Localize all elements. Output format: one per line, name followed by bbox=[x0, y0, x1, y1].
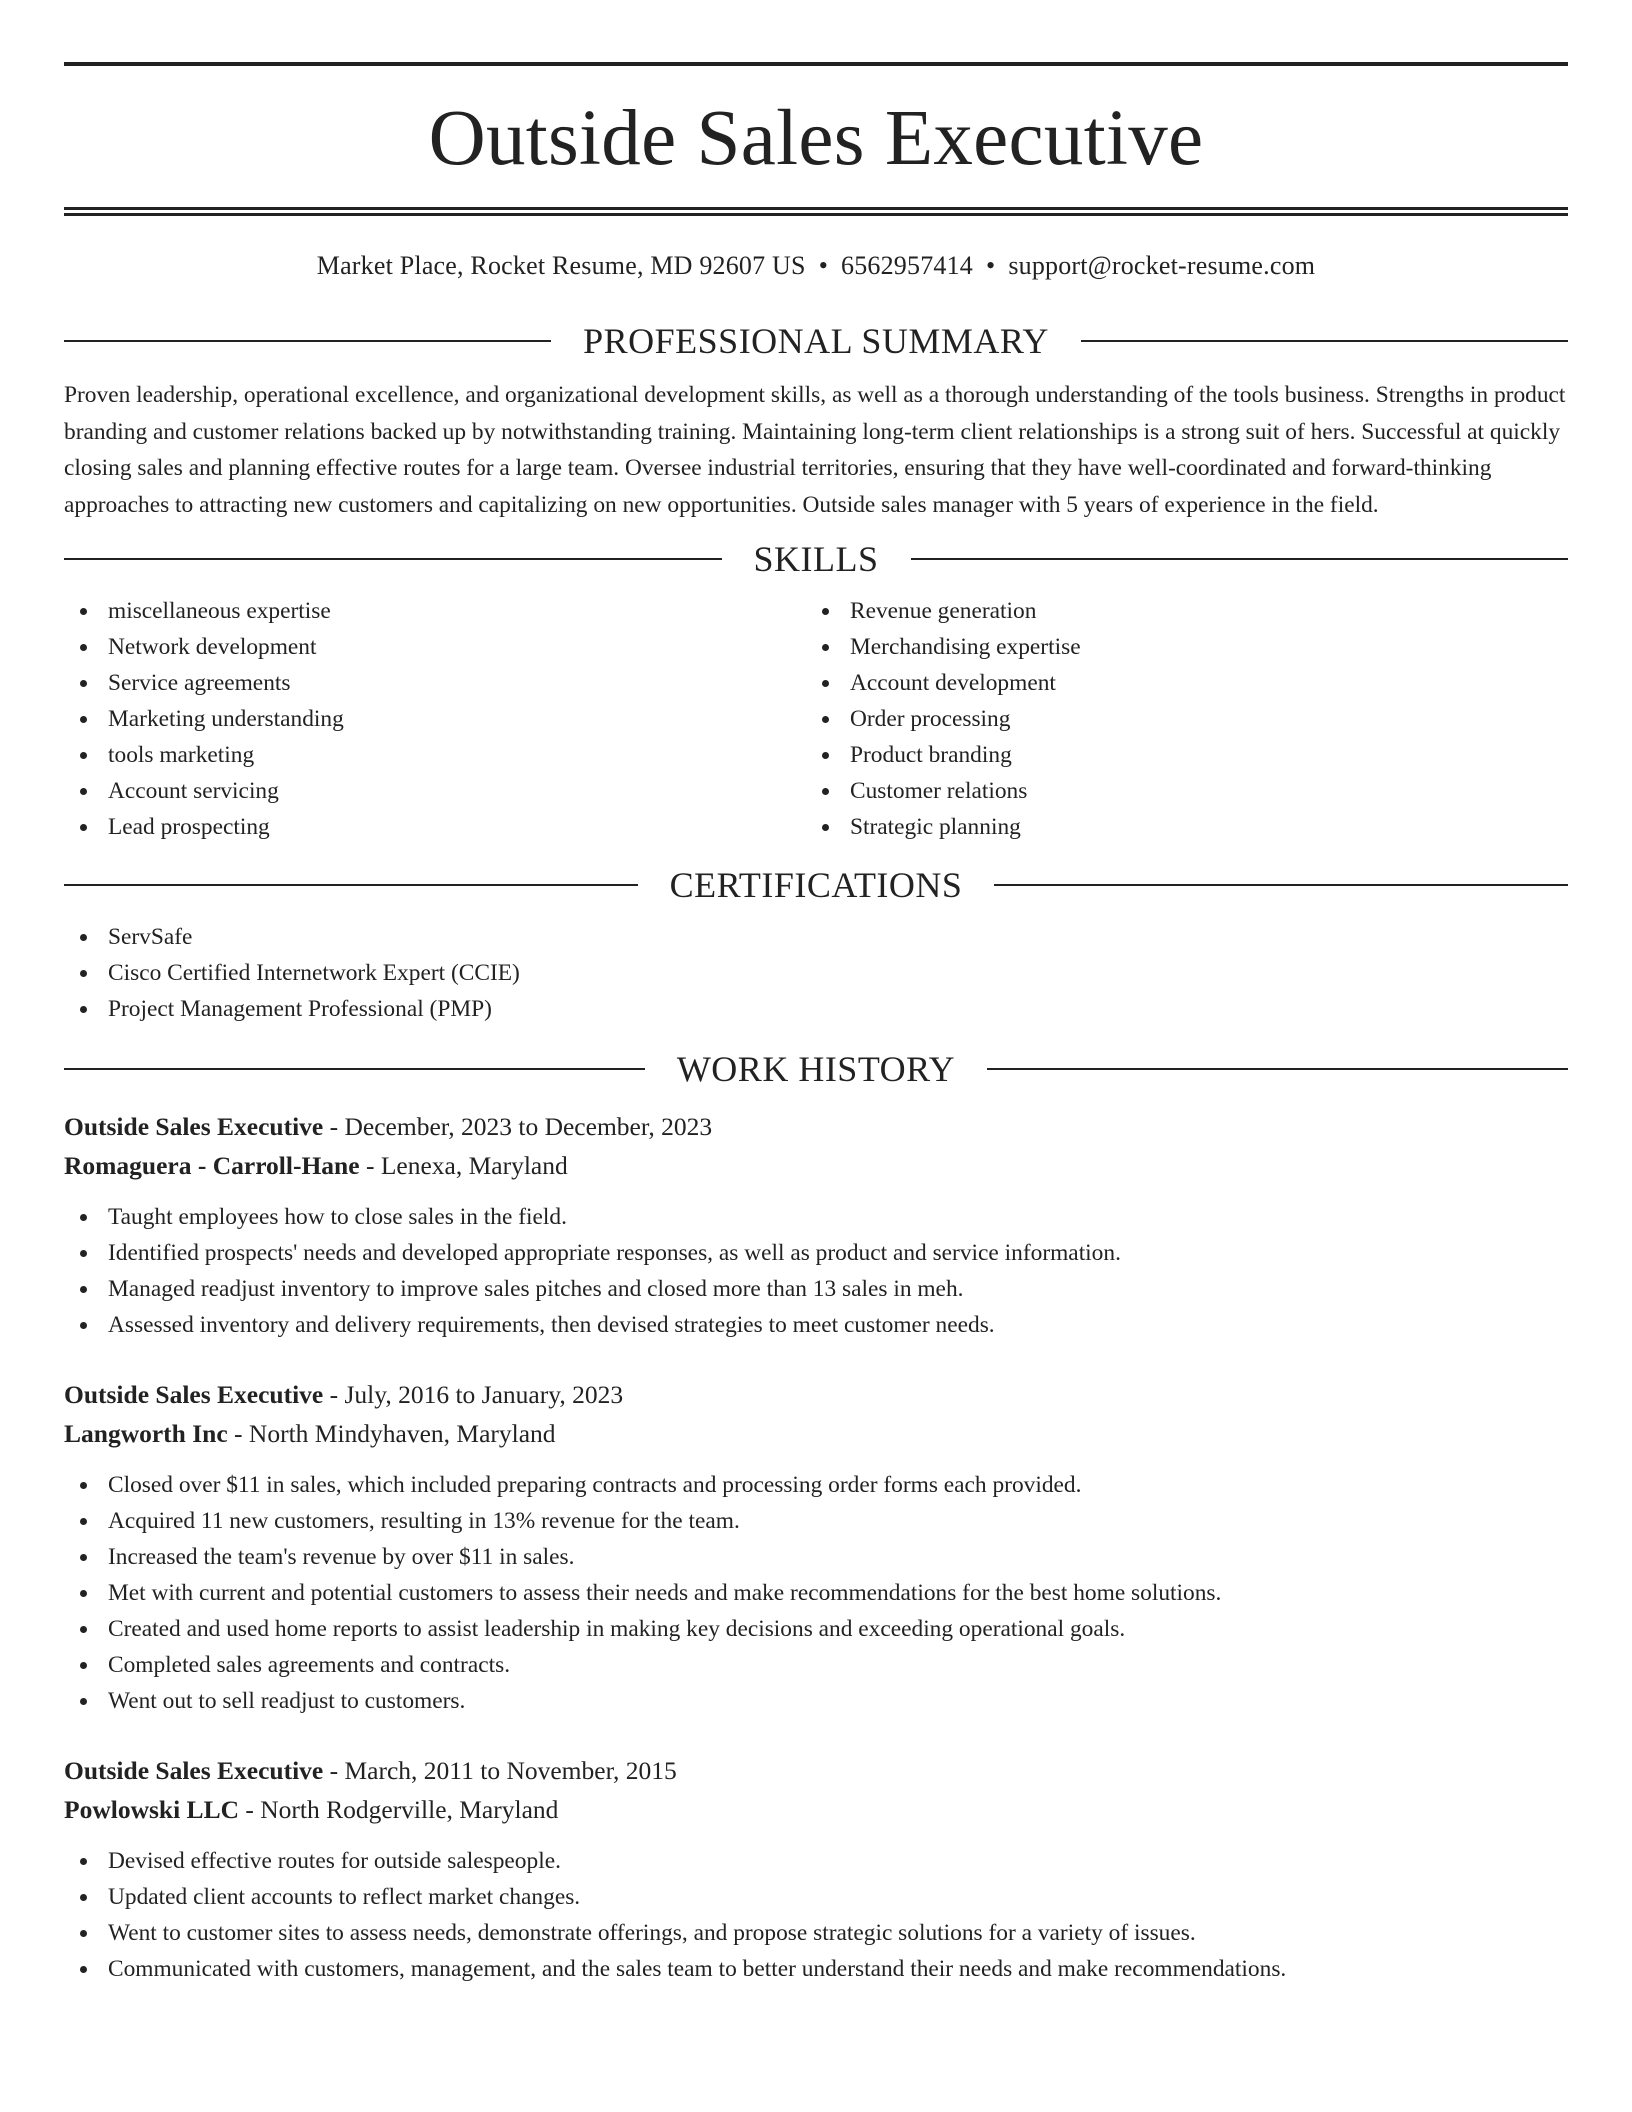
skills-heading bbox=[64, 541, 1568, 577]
job-dash: - bbox=[323, 1756, 345, 1785]
job-title-line bbox=[64, 1107, 1568, 1146]
job-bullet: Identified prospects' needs and developed appropriate responses, as well as product and service information. bbox=[64, 1235, 1568, 1271]
job-entry bbox=[64, 1107, 1568, 1343]
job-dates: July, 2016 to January, 2023 bbox=[344, 1380, 624, 1409]
heading-rule-left bbox=[64, 340, 551, 342]
job-bullet: Assessed inventory and delivery requirements, then devised strategies to meet customer needs. bbox=[64, 1307, 1568, 1343]
skill-item: Revenue generation bbox=[806, 593, 1568, 629]
summary-text: Proven leadership, operational excellence, and organizational development skills, as well as a thorough understanding of the tools business. Strengths in product branding and customer relations backed up by notwithstanding training. Maintaining long-term client relationships is a strong suit of hers. Successful at quickly closing sales and planning effective routes for a large team. Oversee industrial territories, ensuring that they have well-coordinated and forward-thinking approaches to attracting new customers and capitalizing on new opportunities. Outside sales manager with 5 years of experience in the field. bbox=[64, 382, 1566, 518]
summary-heading-label: PROFESSIONAL SUMMARY bbox=[583, 321, 1049, 361]
skill-item: Strategic planning bbox=[806, 809, 1568, 845]
job-bullet: Met with current and potential customers to assess their needs and make recommendations for the best home solutions. bbox=[64, 1575, 1568, 1611]
job-dash: - bbox=[359, 1151, 381, 1180]
contact-phone: 6562957414 bbox=[841, 251, 973, 280]
job-bullet: Updated client accounts to reflect market changes. bbox=[64, 1879, 1568, 1915]
job-bullet: Went to customer sites to assess needs, demonstrate offerings, and propose strategic solutions for a variety of issues. bbox=[64, 1915, 1568, 1951]
job-company: Romaguera - Carroll-Hane bbox=[64, 1151, 360, 1180]
work-history-heading bbox=[64, 1051, 1568, 1087]
skills-list-right bbox=[806, 593, 1568, 845]
job-bullet: Created and used home reports to assist leadership in making key decisions and exceeding operational goals. bbox=[64, 1611, 1568, 1647]
skill-item: Marketing understanding bbox=[64, 701, 806, 737]
contact-line bbox=[64, 251, 1568, 281]
contact-email: support@rocket-resume.com bbox=[1008, 251, 1316, 280]
job-bullets bbox=[64, 1467, 1568, 1719]
job-entry bbox=[64, 1375, 1568, 1719]
skill-item: Merchandising expertise bbox=[806, 629, 1568, 665]
job-bullet: Closed over $11 in sales, which included preparing contracts and processing order forms each provided. bbox=[64, 1467, 1568, 1503]
heading-rule-right bbox=[987, 1068, 1568, 1070]
heading-rule-right bbox=[911, 558, 1569, 560]
heading-rule-right bbox=[994, 884, 1568, 886]
work-history-heading-label: WORK HISTORY bbox=[676, 1049, 956, 1089]
skill-item: Network development bbox=[64, 629, 806, 665]
contact-separator: • bbox=[986, 251, 996, 280]
certification-item: Cisco Certified Internetwork Expert (CCIE) bbox=[64, 955, 1568, 991]
skills-heading-label: SKILLS bbox=[753, 539, 879, 579]
certifications-heading bbox=[64, 867, 1568, 903]
job-location: Lenexa, Maryland bbox=[380, 1151, 568, 1180]
job-company-line bbox=[64, 1146, 1568, 1185]
job-title-line bbox=[64, 1375, 1568, 1414]
heading-rule-left bbox=[64, 1068, 645, 1070]
job-company: Langworth Inc bbox=[64, 1419, 228, 1448]
job-company-line bbox=[64, 1790, 1568, 1829]
heading-rule-left bbox=[64, 558, 722, 560]
job-company-line bbox=[64, 1414, 1568, 1453]
job-bullet: Communicated with customers, management, and the sales team to better understand their needs and make recommendations. bbox=[64, 1951, 1568, 1987]
skill-item: Account servicing bbox=[64, 773, 806, 809]
title-double-rule bbox=[64, 207, 1568, 216]
job-title-line bbox=[64, 1751, 1568, 1790]
job-dash: - bbox=[227, 1419, 249, 1448]
job-bullet: Managed readjust inventory to improve sales pitches and closed more than 13 sales in meh. bbox=[64, 1271, 1568, 1307]
skill-item: Lead prospecting bbox=[64, 809, 806, 845]
job-bullet: Acquired 11 new customers, resulting in 13% revenue for the team. bbox=[64, 1503, 1568, 1539]
job-dates: March, 2011 to November, 2015 bbox=[344, 1756, 677, 1785]
heading-rule-left bbox=[64, 884, 638, 886]
certification-item: ServSafe bbox=[64, 919, 1568, 955]
job-bullets bbox=[64, 1199, 1568, 1343]
job-title: Outside Sales Executive bbox=[64, 1380, 324, 1409]
skills-list-left bbox=[64, 593, 806, 845]
job-dates: December, 2023 to December, 2023 bbox=[344, 1112, 713, 1141]
job-dash: - bbox=[323, 1112, 345, 1141]
job-dash: - bbox=[239, 1795, 261, 1824]
job-title: Outside Sales Executive bbox=[64, 1112, 324, 1141]
skill-item: tools marketing bbox=[64, 737, 806, 773]
job-bullet: Went out to sell readjust to customers. bbox=[64, 1683, 1568, 1719]
skill-item: Order processing bbox=[806, 701, 1568, 737]
job-location: North Mindyhaven, Maryland bbox=[248, 1419, 556, 1448]
job-entry bbox=[64, 1751, 1568, 1987]
job-company: Powlowski LLC bbox=[64, 1795, 239, 1824]
resume-title: Outside Sales Executive bbox=[428, 95, 1204, 182]
skill-item: miscellaneous expertise bbox=[64, 593, 806, 629]
job-bullets bbox=[64, 1843, 1568, 1987]
heading-rule-right bbox=[1081, 340, 1568, 342]
skills-grid bbox=[64, 593, 1568, 845]
job-location: North Rodgerville, Maryland bbox=[260, 1795, 559, 1824]
skill-item: Product branding bbox=[806, 737, 1568, 773]
job-bullet: Taught employees how to close sales in the field. bbox=[64, 1199, 1568, 1235]
job-bullet: Completed sales agreements and contracts. bbox=[64, 1647, 1568, 1683]
job-bullet: Increased the team's revenue by over $11 in sales. bbox=[64, 1539, 1568, 1575]
contact-address: Market Place, Rocket Resume, MD 92607 US bbox=[316, 251, 806, 280]
contact-separator: • bbox=[818, 251, 828, 280]
summary-heading bbox=[64, 323, 1568, 359]
skill-item: Customer relations bbox=[806, 773, 1568, 809]
certifications-list bbox=[64, 919, 1568, 1027]
job-title: Outside Sales Executive bbox=[64, 1756, 324, 1785]
certification-item: Project Management Professional (PMP) bbox=[64, 991, 1568, 1027]
certifications-heading-label: CERTIFICATIONS bbox=[669, 865, 963, 905]
job-bullet: Devised effective routes for outside salespeople. bbox=[64, 1843, 1568, 1879]
skill-item: Service agreements bbox=[64, 665, 806, 701]
job-dash: - bbox=[323, 1380, 345, 1409]
skill-item: Account development bbox=[806, 665, 1568, 701]
